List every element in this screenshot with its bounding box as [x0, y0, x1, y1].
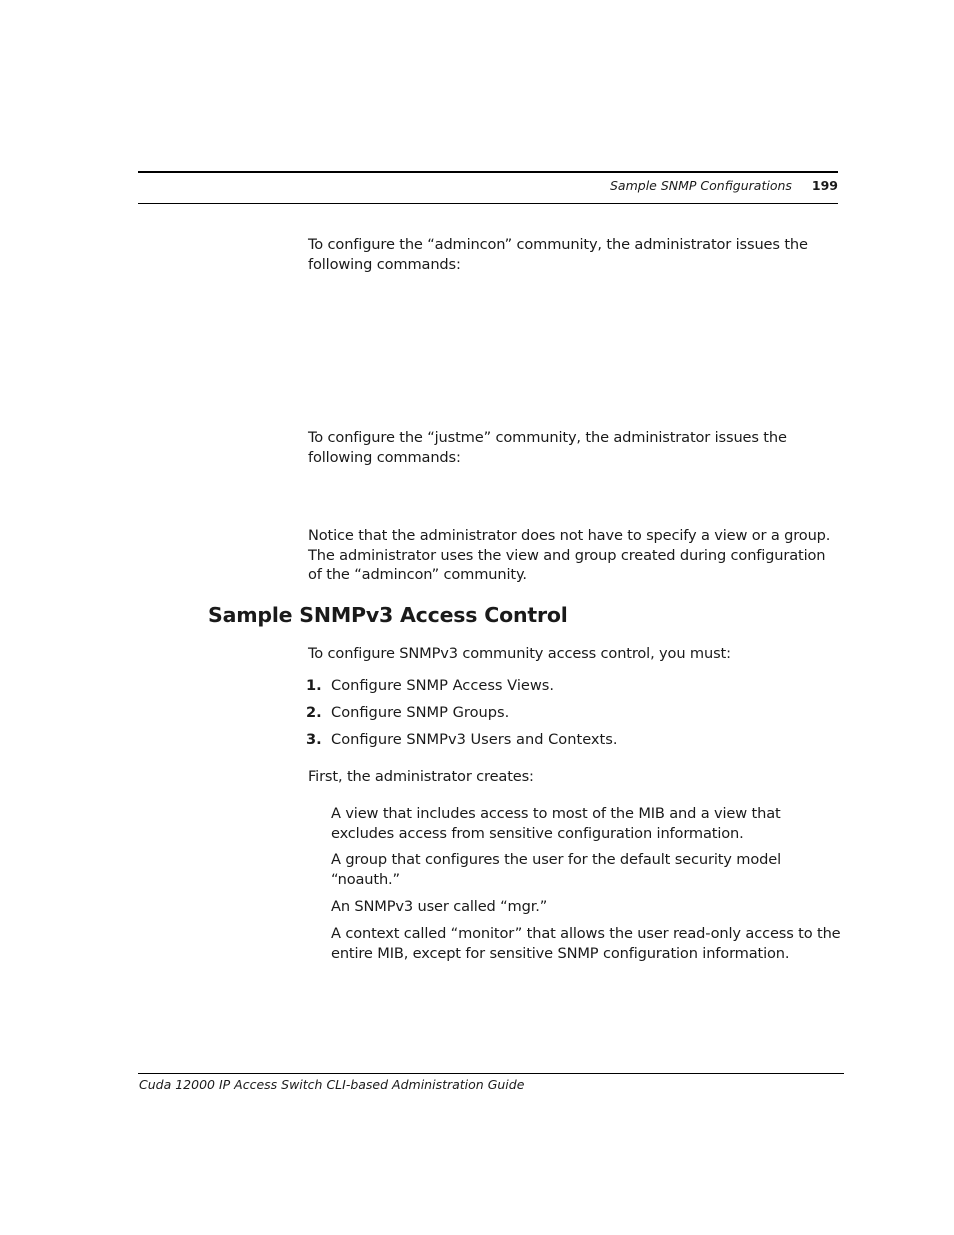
list-item: An SNMPv3 user called “mgr.”: [331, 898, 548, 915]
header-bottom-rule: [138, 203, 838, 204]
step-item: [306, 676, 554, 696]
section-heading: Sample SNMPv3 Access Control: [208, 603, 568, 627]
notice-paragraph: Notice that the administrator does not have to specify a view or a group. The administrator uses the view and group created during configuration of the “admincon” community.: [308, 527, 831, 583]
creates-intro-paragraph: First, the administrator creates:: [308, 768, 534, 785]
step-text: Configure SNMP Groups.: [331, 704, 510, 721]
step-text: Configure SNMP Access Views.: [331, 677, 555, 694]
list-item: A group that configures the user for the default security model “noauth.”: [331, 851, 781, 888]
running-footer: Cuda 12000 IP Access Switch CLI-based Administration Guide: [139, 1077, 525, 1092]
step-number: 3.: [306, 731, 322, 748]
footer-rule: [138, 1073, 844, 1074]
admincon-intro-paragraph: To configure the “admincon” community, the administrator issues the following commands:: [308, 236, 808, 273]
step-item: [306, 703, 509, 723]
running-header: [610, 178, 838, 193]
list-item: A context called “monitor” that allows the user read-only access to the entire MIB, except for sensitive SNMP configuration information.: [331, 925, 841, 962]
list-item: A view that includes access to most of the MIB and a view that excludes access from sensitive configuration information.: [331, 805, 781, 842]
justme-intro-paragraph: To configure the “justme” community, the administrator issues the following commands:: [308, 429, 787, 466]
step-number: 2.: [306, 704, 322, 721]
header-top-rule: [138, 171, 838, 173]
running-header-title: Sample SNMP Configurations: [610, 178, 792, 193]
step-text: Configure SNMPv3 Users and Contexts.: [331, 731, 618, 748]
step-item: [306, 730, 618, 750]
step-number: 1.: [306, 677, 322, 694]
section-intro-paragraph: To configure SNMPv3 community access control, you must:: [308, 645, 731, 662]
page-number: 199: [811, 178, 838, 193]
